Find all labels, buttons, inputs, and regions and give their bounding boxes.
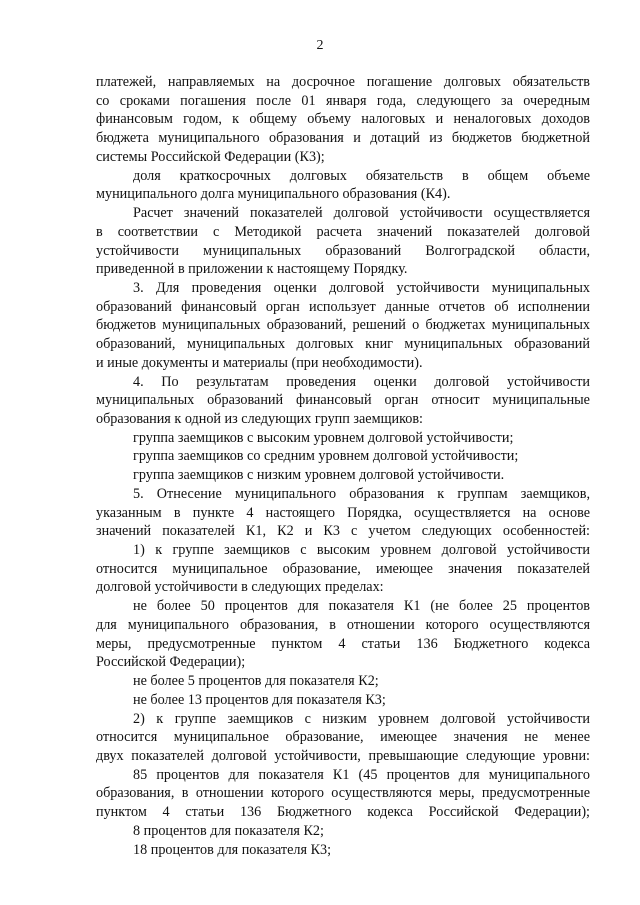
text-line: пунктом 4 статьи 136 Бюджетного кодекса Российской Федерации); <box>96 804 590 821</box>
text-line: относится муниципальное образование, имеющее значения не менее <box>96 729 590 746</box>
text-line: муниципального долга муниципального образования (К4). <box>96 186 451 203</box>
text-line: относится муниципальное образование, имеющее значения показателей <box>96 560 590 577</box>
text-line: со сроками погашения после 01 января года, следующего за очередным <box>96 92 590 109</box>
text-line: образований финансовый орган использует данные отчетов об исполнении <box>96 298 590 315</box>
text-line: финансовым годом, к общему объему налоговых и неналоговых доходов <box>96 111 590 128</box>
text-line: бюджета муниципального образования и дотаций из бюджетов бюджетной <box>96 130 590 147</box>
page-number: 2 <box>316 38 324 53</box>
text-line: и иные документы и материалы (при необходимости). <box>96 354 423 371</box>
text-line: 85 процентов для показателя К1 (45 процентов для муниципального <box>133 766 590 783</box>
text-line: Расчет значений показателей долговой устойчивости осуществляется <box>133 205 590 221</box>
text-line: платежей, направляемых на досрочное погашение долговых обязательств <box>96 74 590 90</box>
text-line: в соответствии с Методикой расчета значений показателей долговой <box>96 223 590 240</box>
text-line: меры, предусмотренные пунктом 4 статьи 136 Бюджетного кодекса <box>96 635 590 652</box>
text-line: 18 процентов для показателя К3; <box>133 841 332 858</box>
text-line: для муниципального образования, в отношении которого осуществляются <box>96 616 590 633</box>
text-line: доля краткосрочных долговых обязательств в общем объеме <box>133 167 590 184</box>
text-line: 5. Отнесение муниципального образования к группам заемщиков, <box>133 485 590 502</box>
text-line: образования, в отношении которого осуществляются меры, предусмотренные <box>96 785 590 802</box>
text-line: 2) к группе заемщиков с низким уровнем долговой устойчивости <box>133 710 590 727</box>
text-line: бюджетов муниципальных образований, решений о бюджетах муниципальных <box>96 317 590 334</box>
text-line: не более 50 процентов для показателя К1 (не более 25 процентов <box>133 598 590 615</box>
text-line: муниципальных образований финансовый орган относит муниципальные <box>96 392 590 409</box>
text-line: 8 процентов для показателя К2; <box>133 822 324 839</box>
text-line: не более 13 процентов для показателя К3; <box>133 691 386 708</box>
text-line: 4. По результатам проведения оценки долговой устойчивости <box>133 373 590 390</box>
text-line: группа заемщиков со средним уровнем долговой устойчивости; <box>133 448 519 465</box>
text-line: долговой устойчивости в следующих пределах: <box>96 579 384 596</box>
text-line: группа заемщиков с высоким уровнем долговой устойчивости; <box>133 429 514 446</box>
text-line: указанным в пункте 4 настоящего Порядка, осуществляется на основе <box>96 504 590 521</box>
text-line: Российской Федерации); <box>96 654 246 671</box>
text-line: устойчивости муниципальных образований Волгоградской области, <box>96 242 590 259</box>
text-line: группа заемщиков с низким уровнем долговой устойчивости. <box>133 467 505 484</box>
text-line: образования к одной из следующих групп заемщиков: <box>96 411 424 427</box>
text-line: значений показателей К1, К2 и К3 с учетом следующих особенностей: <box>96 523 590 540</box>
text-line: не более 5 процентов для показателя К2; <box>133 673 379 689</box>
text-line: образований, муниципальных долговых книг муниципальных образований <box>96 336 590 353</box>
text-line: системы Российской Федерации (К3); <box>96 148 325 165</box>
text-line: двух показателей долговой устойчивости, превышающие следующие уровни: <box>96 747 590 764</box>
text-line: 3. Для проведения оценки долговой устойчивости муниципальных <box>133 279 590 296</box>
text-line: 1) к группе заемщиков с высоким уровнем долговой устойчивости <box>133 542 590 558</box>
text-line: приведенной в приложении к настоящему Порядку. <box>96 261 408 278</box>
